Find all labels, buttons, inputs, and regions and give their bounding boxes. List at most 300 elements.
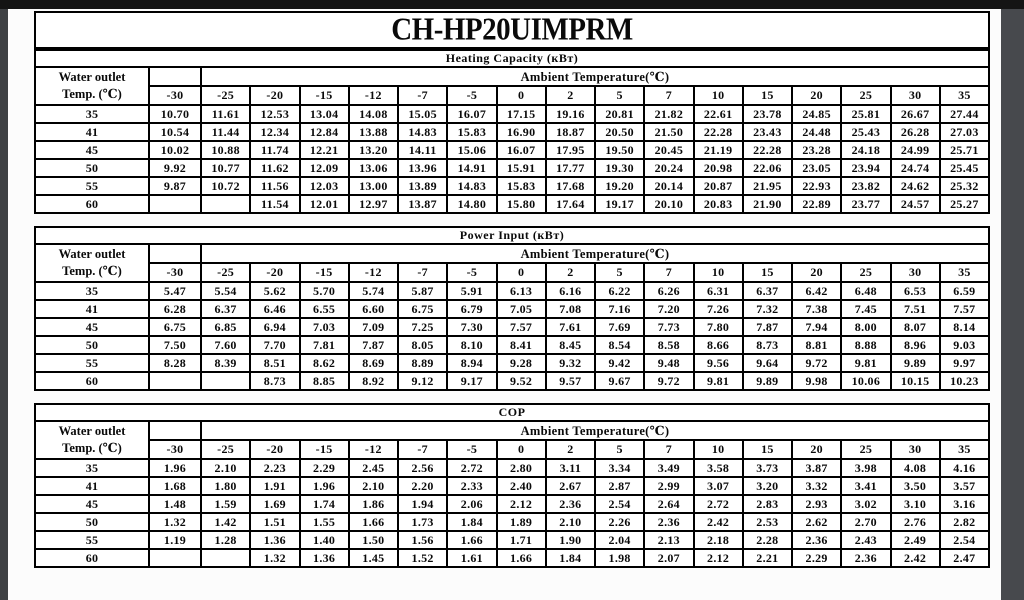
data-cell: 8.96 bbox=[891, 336, 940, 354]
row-temp-label: 50 bbox=[35, 336, 149, 354]
data-cell: 8.51 bbox=[250, 354, 299, 372]
data-cell: 13.89 bbox=[398, 177, 447, 195]
data-cell: 2.07 bbox=[644, 549, 693, 567]
data-cell: 3.73 bbox=[743, 459, 792, 477]
data-cell: 14.91 bbox=[447, 159, 496, 177]
table-row-cop-50 bbox=[35, 513, 989, 531]
data-cell: 7.05 bbox=[497, 300, 546, 318]
data-cell: 8.00 bbox=[841, 318, 890, 336]
column-header--12: -12 bbox=[349, 440, 398, 459]
data-cell bbox=[201, 372, 250, 390]
data-cell: 2.23 bbox=[250, 459, 299, 477]
data-cell: 15.83 bbox=[447, 123, 496, 141]
table-row-heating-capacity-35 bbox=[35, 105, 989, 123]
data-cell: 1.56 bbox=[398, 531, 447, 549]
data-cell: 7.03 bbox=[300, 318, 349, 336]
data-cell: 2.36 bbox=[841, 549, 890, 567]
data-cell: 19.17 bbox=[595, 195, 644, 213]
data-cell: 22.61 bbox=[694, 105, 743, 123]
data-cell: 6.60 bbox=[349, 300, 398, 318]
row-temp-label: 45 bbox=[35, 495, 149, 513]
column-header-7: 7 bbox=[644, 86, 693, 105]
spec-tables-container bbox=[34, 49, 1001, 568]
data-cell: 8.54 bbox=[595, 336, 644, 354]
data-cell: 2.04 bbox=[595, 531, 644, 549]
column-header-15: 15 bbox=[743, 263, 792, 282]
column-header--30: -30 bbox=[149, 263, 201, 282]
data-cell: 8.85 bbox=[300, 372, 349, 390]
data-cell: 9.97 bbox=[940, 354, 989, 372]
data-cell: 24.74 bbox=[891, 159, 940, 177]
data-cell: 7.94 bbox=[792, 318, 841, 336]
column-header-25: 25 bbox=[841, 263, 890, 282]
data-cell: 23.05 bbox=[792, 159, 841, 177]
data-cell: 2.49 bbox=[891, 531, 940, 549]
data-cell: 12.53 bbox=[250, 105, 299, 123]
data-cell: 2.36 bbox=[644, 513, 693, 531]
table-row-heating-capacity-45 bbox=[35, 141, 989, 159]
data-cell: 1.84 bbox=[447, 513, 496, 531]
data-cell: 9.89 bbox=[891, 354, 940, 372]
data-cell: 3.32 bbox=[792, 477, 841, 495]
column-header-5: 5 bbox=[595, 440, 644, 459]
data-cell: 2.42 bbox=[891, 549, 940, 567]
data-cell: 6.94 bbox=[250, 318, 299, 336]
data-cell: 8.69 bbox=[349, 354, 398, 372]
data-cell: 12.01 bbox=[300, 195, 349, 213]
data-cell: 23.77 bbox=[841, 195, 890, 213]
data-cell: 22.06 bbox=[743, 159, 792, 177]
data-cell: 5.62 bbox=[250, 282, 299, 300]
data-cell: 1.68 bbox=[149, 477, 201, 495]
data-cell: 1.96 bbox=[149, 459, 201, 477]
table-row-cop-41 bbox=[35, 477, 989, 495]
column-header-30: 30 bbox=[891, 263, 940, 282]
data-cell: 10.02 bbox=[149, 141, 201, 159]
column-header--7: -7 bbox=[398, 263, 447, 282]
page-title: CH-HP20UIMPRM bbox=[391, 12, 633, 47]
data-cell: 7.32 bbox=[743, 300, 792, 318]
column-header-25: 25 bbox=[841, 440, 890, 459]
data-cell: 10.23 bbox=[940, 372, 989, 390]
data-cell: 1.86 bbox=[349, 495, 398, 513]
data-cell: 2.10 bbox=[546, 513, 595, 531]
water-outlet-header-line1: Water outlet bbox=[58, 247, 126, 262]
data-cell: 18.87 bbox=[546, 123, 595, 141]
data-cell: 24.99 bbox=[891, 141, 940, 159]
table-row-cop-45 bbox=[35, 495, 989, 513]
data-cell: 9.98 bbox=[792, 372, 841, 390]
data-cell: 9.03 bbox=[940, 336, 989, 354]
column-header-20: 20 bbox=[792, 440, 841, 459]
data-cell: 21.82 bbox=[644, 105, 693, 123]
data-cell: 16.07 bbox=[447, 105, 496, 123]
data-cell: 11.54 bbox=[250, 195, 299, 213]
table-row-power-input-60 bbox=[35, 372, 989, 390]
data-cell: 1.69 bbox=[250, 495, 299, 513]
data-cell: 25.71 bbox=[940, 141, 989, 159]
data-cell: 2.36 bbox=[546, 495, 595, 513]
data-cell: 11.61 bbox=[201, 105, 250, 123]
column-header-25: 25 bbox=[841, 86, 890, 105]
data-cell: 10.15 bbox=[891, 372, 940, 390]
column-header-0: 0 bbox=[497, 86, 546, 105]
data-cell: 12.34 bbox=[250, 123, 299, 141]
column-header-5: 5 bbox=[595, 86, 644, 105]
data-cell: 2.70 bbox=[841, 513, 890, 531]
data-cell: 20.45 bbox=[644, 141, 693, 159]
data-cell: 1.71 bbox=[497, 531, 546, 549]
data-cell: 20.24 bbox=[644, 159, 693, 177]
data-cell: 17.95 bbox=[546, 141, 595, 159]
table-row-heating-capacity-41 bbox=[35, 123, 989, 141]
data-cell: 6.59 bbox=[940, 282, 989, 300]
data-cell: 1.51 bbox=[250, 513, 299, 531]
data-cell: 2.29 bbox=[792, 549, 841, 567]
data-cell: 15.80 bbox=[497, 195, 546, 213]
data-cell: 16.07 bbox=[497, 141, 546, 159]
data-cell: 1.96 bbox=[300, 477, 349, 495]
row-temp-label: 41 bbox=[35, 300, 149, 318]
data-cell: 7.20 bbox=[644, 300, 693, 318]
data-cell: 3.58 bbox=[694, 459, 743, 477]
data-cell: 2.64 bbox=[644, 495, 693, 513]
data-cell: 21.90 bbox=[743, 195, 792, 213]
column-header-0: 0 bbox=[497, 263, 546, 282]
data-cell: 20.50 bbox=[595, 123, 644, 141]
ambient-temperature-header: Ambient Temperature(℃) bbox=[201, 67, 989, 86]
data-cell: 21.19 bbox=[694, 141, 743, 159]
data-cell: 6.13 bbox=[497, 282, 546, 300]
data-cell: 9.64 bbox=[743, 354, 792, 372]
data-cell: 14.83 bbox=[447, 177, 496, 195]
data-cell: 2.42 bbox=[694, 513, 743, 531]
data-cell: 7.16 bbox=[595, 300, 644, 318]
section-title-heating-capacity: Heating Capacity (кВт) bbox=[35, 50, 989, 67]
data-cell: 24.48 bbox=[792, 123, 841, 141]
section-table-cop bbox=[34, 403, 990, 568]
data-cell: 20.83 bbox=[694, 195, 743, 213]
water-outlet-header-line1: Water outlet bbox=[58, 424, 126, 439]
data-cell: 7.51 bbox=[891, 300, 940, 318]
data-cell: 2.21 bbox=[743, 549, 792, 567]
column-header-30: 30 bbox=[891, 440, 940, 459]
column-header-2: 2 bbox=[546, 86, 595, 105]
data-cell: 1.91 bbox=[250, 477, 299, 495]
data-cell: 3.07 bbox=[694, 477, 743, 495]
data-cell: 2.72 bbox=[694, 495, 743, 513]
table-row-cop-55 bbox=[35, 531, 989, 549]
data-cell: 1.55 bbox=[300, 513, 349, 531]
data-cell: 2.99 bbox=[644, 477, 693, 495]
data-cell: 19.30 bbox=[595, 159, 644, 177]
data-cell: 2.40 bbox=[497, 477, 546, 495]
data-cell: 4.08 bbox=[891, 459, 940, 477]
table-row-power-input-35 bbox=[35, 282, 989, 300]
column-header-7: 7 bbox=[644, 263, 693, 282]
data-cell: 9.28 bbox=[497, 354, 546, 372]
data-cell: 8.92 bbox=[349, 372, 398, 390]
row-temp-label: 60 bbox=[35, 549, 149, 567]
data-cell: 7.57 bbox=[497, 318, 546, 336]
section-table-heating-capacity bbox=[34, 49, 990, 214]
data-cell: 1.66 bbox=[497, 549, 546, 567]
data-cell: 15.05 bbox=[398, 105, 447, 123]
water-outlet-header bbox=[35, 67, 149, 105]
section-title-cop: COP bbox=[35, 404, 989, 421]
data-cell: 2.43 bbox=[841, 531, 890, 549]
column-header--5: -5 bbox=[447, 263, 496, 282]
data-cell: 1.94 bbox=[398, 495, 447, 513]
data-cell: 20.14 bbox=[644, 177, 693, 195]
data-cell: 12.09 bbox=[300, 159, 349, 177]
data-cell: 2.20 bbox=[398, 477, 447, 495]
data-cell: 13.96 bbox=[398, 159, 447, 177]
data-cell: 8.88 bbox=[841, 336, 890, 354]
data-cell: 2.93 bbox=[792, 495, 841, 513]
data-cell: 10.06 bbox=[841, 372, 890, 390]
data-cell: 1.73 bbox=[398, 513, 447, 531]
data-cell: 10.54 bbox=[149, 123, 201, 141]
data-cell: 1.90 bbox=[546, 531, 595, 549]
data-cell bbox=[201, 549, 250, 567]
data-cell: 1.36 bbox=[300, 549, 349, 567]
data-cell: 2.62 bbox=[792, 513, 841, 531]
column-header--7: -7 bbox=[398, 86, 447, 105]
row-temp-label: 35 bbox=[35, 282, 149, 300]
data-cell: 21.95 bbox=[743, 177, 792, 195]
data-cell: 9.57 bbox=[546, 372, 595, 390]
data-cell: 22.93 bbox=[792, 177, 841, 195]
data-cell: 26.67 bbox=[891, 105, 940, 123]
data-cell: 6.75 bbox=[149, 318, 201, 336]
data-cell: 8.07 bbox=[891, 318, 940, 336]
row-temp-label: 50 bbox=[35, 159, 149, 177]
data-cell: 20.10 bbox=[644, 195, 693, 213]
data-cell: 9.42 bbox=[595, 354, 644, 372]
data-cell: 7.50 bbox=[149, 336, 201, 354]
row-temp-label: 60 bbox=[35, 372, 149, 390]
data-cell: 27.44 bbox=[940, 105, 989, 123]
data-cell: 6.28 bbox=[149, 300, 201, 318]
row-temp-label: 55 bbox=[35, 177, 149, 195]
data-cell: 22.28 bbox=[743, 141, 792, 159]
data-cell: 25.81 bbox=[841, 105, 890, 123]
ambient-temperature-header: Ambient Temperature(℃) bbox=[201, 421, 989, 440]
data-cell: 7.73 bbox=[644, 318, 693, 336]
data-cell: 7.57 bbox=[940, 300, 989, 318]
data-cell: 2.56 bbox=[398, 459, 447, 477]
data-cell: 1.66 bbox=[447, 531, 496, 549]
data-cell: 2.72 bbox=[447, 459, 496, 477]
column-header-20: 20 bbox=[792, 86, 841, 105]
data-cell: 1.61 bbox=[447, 549, 496, 567]
data-cell: 10.72 bbox=[201, 177, 250, 195]
column-header-5: 5 bbox=[595, 263, 644, 282]
data-cell: 1.40 bbox=[300, 531, 349, 549]
data-cell: 13.00 bbox=[349, 177, 398, 195]
data-cell bbox=[149, 372, 201, 390]
data-cell: 9.81 bbox=[694, 372, 743, 390]
data-cell: 1.50 bbox=[349, 531, 398, 549]
data-cell: 7.25 bbox=[398, 318, 447, 336]
data-cell: 2.12 bbox=[694, 549, 743, 567]
data-cell bbox=[149, 195, 201, 213]
row-temp-label: 41 bbox=[35, 123, 149, 141]
data-cell: 1.74 bbox=[300, 495, 349, 513]
data-cell: 24.18 bbox=[841, 141, 890, 159]
empty-cell-above-first-col bbox=[149, 67, 201, 86]
data-cell bbox=[149, 549, 201, 567]
data-cell: 2.67 bbox=[546, 477, 595, 495]
column-header--15: -15 bbox=[300, 86, 349, 105]
data-cell: 7.69 bbox=[595, 318, 644, 336]
data-cell: 5.74 bbox=[349, 282, 398, 300]
column-header--25: -25 bbox=[201, 263, 250, 282]
right-edge-bar bbox=[1001, 0, 1024, 600]
data-cell: 5.87 bbox=[398, 282, 447, 300]
data-cell: 17.68 bbox=[546, 177, 595, 195]
data-cell: 6.79 bbox=[447, 300, 496, 318]
column-header--12: -12 bbox=[349, 86, 398, 105]
data-cell: 26.28 bbox=[891, 123, 940, 141]
data-cell: 6.75 bbox=[398, 300, 447, 318]
data-cell: 9.89 bbox=[743, 372, 792, 390]
data-cell: 12.84 bbox=[300, 123, 349, 141]
column-header--7: -7 bbox=[398, 440, 447, 459]
data-cell: 14.83 bbox=[398, 123, 447, 141]
row-temp-label: 55 bbox=[35, 354, 149, 372]
data-cell: 8.28 bbox=[149, 354, 201, 372]
data-cell: 5.70 bbox=[300, 282, 349, 300]
data-cell: 9.12 bbox=[398, 372, 447, 390]
water-outlet-header-line2: Temp. (℃) bbox=[62, 264, 122, 278]
water-outlet-header bbox=[35, 244, 149, 282]
data-cell: 1.66 bbox=[349, 513, 398, 531]
data-cell: 7.61 bbox=[546, 318, 595, 336]
data-cell: 9.52 bbox=[497, 372, 546, 390]
data-cell: 25.32 bbox=[940, 177, 989, 195]
data-cell: 6.46 bbox=[250, 300, 299, 318]
data-cell: 21.50 bbox=[644, 123, 693, 141]
table-row-heating-capacity-55 bbox=[35, 177, 989, 195]
data-cell: 2.54 bbox=[940, 531, 989, 549]
data-cell: 8.10 bbox=[447, 336, 496, 354]
data-cell: 14.80 bbox=[447, 195, 496, 213]
row-temp-label: 45 bbox=[35, 141, 149, 159]
data-cell: 1.42 bbox=[201, 513, 250, 531]
data-cell: 11.44 bbox=[201, 123, 250, 141]
data-cell: 11.74 bbox=[250, 141, 299, 159]
data-cell: 19.16 bbox=[546, 105, 595, 123]
data-cell: 24.62 bbox=[891, 177, 940, 195]
data-cell: 20.87 bbox=[694, 177, 743, 195]
data-cell: 1.80 bbox=[201, 477, 250, 495]
section-table-power-input bbox=[34, 226, 990, 391]
data-cell: 2.28 bbox=[743, 531, 792, 549]
data-cell: 2.06 bbox=[447, 495, 496, 513]
data-cell: 10.88 bbox=[201, 141, 250, 159]
column-header--5: -5 bbox=[447, 440, 496, 459]
column-header--25: -25 bbox=[201, 86, 250, 105]
data-cell: 23.43 bbox=[743, 123, 792, 141]
row-temp-label: 45 bbox=[35, 318, 149, 336]
document-page bbox=[8, 9, 1001, 600]
data-cell: 3.34 bbox=[595, 459, 644, 477]
table-row-cop-35 bbox=[35, 459, 989, 477]
column-header--20: -20 bbox=[250, 86, 299, 105]
data-cell: 6.55 bbox=[300, 300, 349, 318]
column-header--15: -15 bbox=[300, 263, 349, 282]
data-cell: 1.19 bbox=[149, 531, 201, 549]
data-cell: 8.62 bbox=[300, 354, 349, 372]
data-cell: 2.36 bbox=[792, 531, 841, 549]
row-temp-label: 35 bbox=[35, 105, 149, 123]
data-cell: 22.89 bbox=[792, 195, 841, 213]
data-cell: 3.20 bbox=[743, 477, 792, 495]
data-cell: 2.80 bbox=[497, 459, 546, 477]
data-cell: 4.16 bbox=[940, 459, 989, 477]
column-header--30: -30 bbox=[149, 86, 201, 105]
data-cell: 9.81 bbox=[841, 354, 890, 372]
data-cell: 7.80 bbox=[694, 318, 743, 336]
column-header-10: 10 bbox=[694, 86, 743, 105]
data-cell: 1.89 bbox=[497, 513, 546, 531]
data-cell: 19.20 bbox=[595, 177, 644, 195]
water-outlet-header-line1: Water outlet bbox=[58, 70, 126, 85]
data-cell: 2.33 bbox=[447, 477, 496, 495]
data-cell: 8.73 bbox=[250, 372, 299, 390]
data-cell: 1.59 bbox=[201, 495, 250, 513]
data-cell: 3.10 bbox=[891, 495, 940, 513]
data-cell: 10.70 bbox=[149, 105, 201, 123]
column-header--25: -25 bbox=[201, 440, 250, 459]
data-cell: 3.87 bbox=[792, 459, 841, 477]
data-cell: 1.52 bbox=[398, 549, 447, 567]
water-outlet-header-line2: Temp. (℃) bbox=[62, 87, 122, 101]
column-header-30: 30 bbox=[891, 86, 940, 105]
data-cell: 8.45 bbox=[546, 336, 595, 354]
data-cell: 3.57 bbox=[940, 477, 989, 495]
data-cell: 1.28 bbox=[201, 531, 250, 549]
data-cell: 7.09 bbox=[349, 318, 398, 336]
data-cell: 1.48 bbox=[149, 495, 201, 513]
column-header--30: -30 bbox=[149, 440, 201, 459]
data-cell: 15.06 bbox=[447, 141, 496, 159]
data-cell: 10.77 bbox=[201, 159, 250, 177]
column-header-0: 0 bbox=[497, 440, 546, 459]
data-cell: 20.81 bbox=[595, 105, 644, 123]
data-cell: 2.47 bbox=[940, 549, 989, 567]
data-cell: 2.10 bbox=[201, 459, 250, 477]
data-cell: 1.32 bbox=[250, 549, 299, 567]
data-cell: 6.31 bbox=[694, 282, 743, 300]
ambient-temperature-header: Ambient Temperature(℃) bbox=[201, 244, 989, 263]
data-cell: 27.03 bbox=[940, 123, 989, 141]
data-cell: 2.26 bbox=[595, 513, 644, 531]
data-cell: 7.81 bbox=[300, 336, 349, 354]
data-cell: 24.57 bbox=[891, 195, 940, 213]
table-row-heating-capacity-50 bbox=[35, 159, 989, 177]
data-cell: 12.03 bbox=[300, 177, 349, 195]
data-cell: 12.21 bbox=[300, 141, 349, 159]
data-cell: 13.88 bbox=[349, 123, 398, 141]
data-cell: 9.72 bbox=[792, 354, 841, 372]
data-cell: 13.06 bbox=[349, 159, 398, 177]
data-cell: 8.81 bbox=[792, 336, 841, 354]
data-cell: 22.28 bbox=[694, 123, 743, 141]
data-cell: 2.29 bbox=[300, 459, 349, 477]
